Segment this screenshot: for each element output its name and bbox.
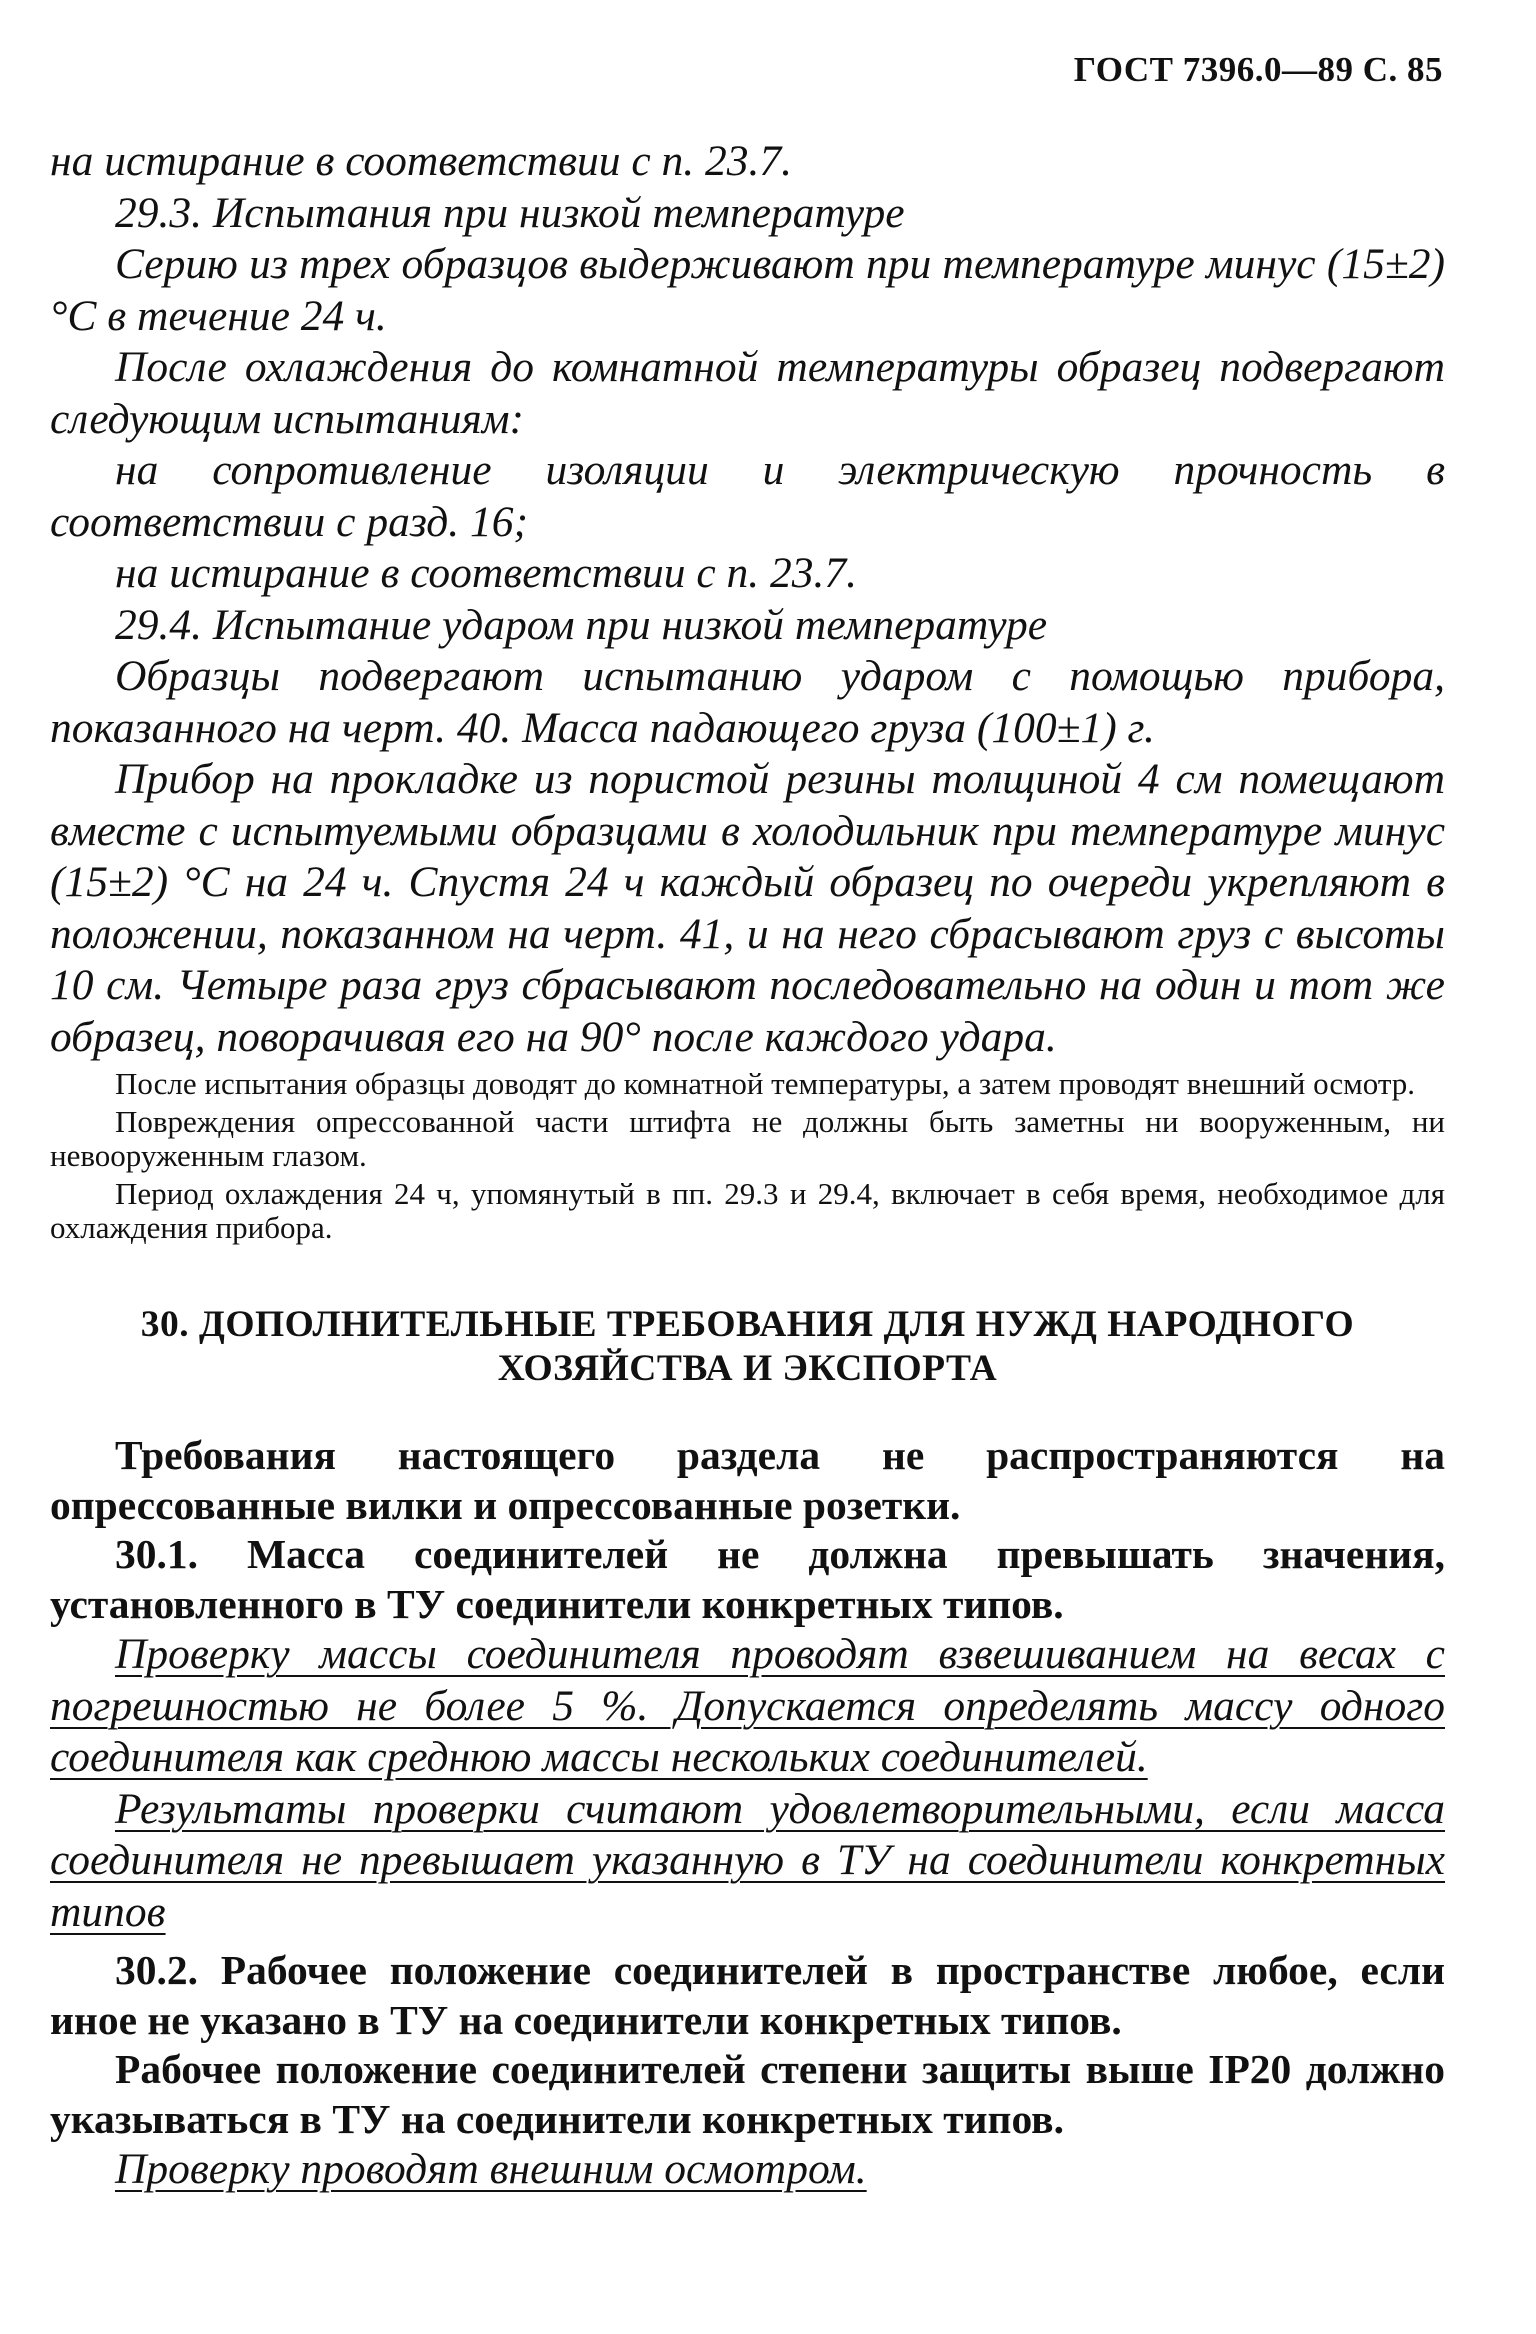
paragraph-ip20: Рабочее положение соединителей степени защиты выше IP20 должно указываться в ТУ на соединители конкретных типов.: [50, 2046, 1445, 2142]
paragraph-mass-result: Результаты проверки считают удовлетворительными, если масса соединителя не превышает указанную в ТУ на соединители конкретных типов: [50, 1784, 1445, 1936]
paragraph-after-cooling: После охлаждения до комнатной температуры образец подвергают следующим испытаниям:: [50, 343, 1445, 443]
paragraph-impact-procedure: Прибор на прокладке из пористой резины толщиной 4 см помещают вместе с испытуемыми образцами в холодильник при температуре минус (15±2) °С на 24 ч. Спустя 24 ч каждый образец по очереди укрепляют в положении, показанном на черт. 41, и на него сбрасывают груз с высоты 10 см. Четыре раза груз сбрасывают последовательно на один и тот же образец, поворачивая его на 90° после каждого удара.: [50, 755, 1445, 1061]
paragraph-damage: Повреждения опрессованной части штифта не должны быть заметны ни вооруженным, ни невооруженным глазом.: [50, 1104, 1445, 1173]
paragraph-abrasion-ref-1: на истирание в соответствии с п. 23.7.: [50, 137, 793, 185]
section-30-heading-line2: ХОЗЯЙСТВА И ЭКСПОРТА: [497, 1348, 998, 1389]
paragraph-insulation-test: на сопротивление изоляции и электрическую прочность в соответствии с разд. 16;: [50, 446, 1445, 546]
clause-29-3-title: 29.3. Испытания при низкой температуре: [115, 188, 905, 237]
section-30-heading-line1: 30. ДОПОЛНИТЕЛЬНЫЕ ТРЕБОВАНИЯ ДЛЯ НУЖД НАРОДНОГО: [140, 1304, 1355, 1345]
paragraph-abrasion-ref-2: на истирание в соответствии с п. 23.7.: [115, 549, 858, 597]
paragraph-cooling-period: Период охлаждения 24 ч, упомянутый в пп. 29.3 и 29.4, включает в себя время, необходимое для охлаждения прибора.: [50, 1176, 1445, 1245]
paragraph-series-test: Серию из трех образцов выдерживают при температуре минус (15±2) °С в течение 24 ч.: [50, 240, 1445, 340]
paragraph-impact-device: Образцы подвергают испытанию ударом с помощью прибора, показанного на черт. 40. Масса падающего груза (100±1) г.: [50, 652, 1445, 752]
section-30-intro: Требования настоящего раздела не распространяются на опрессованные вилки и опрессованные розетки.: [50, 1432, 1445, 1528]
paragraph-mass-check: Проверку массы соединителя проводят взвешиванием на весах с погрешностью не более 5 %. Допускается определять массу одного соединителя как среднюю массы нескольких соединителей.: [50, 1630, 1445, 1781]
page-header: ГОСТ 7396.0—89 С. 85: [1073, 50, 1443, 89]
clause-29-4-title: 29.4. Испытание ударом при низкой температуре: [115, 600, 1048, 649]
clause-30-2: 30.2. Рабочее положение соединителей в пространстве любое, если иное не указано в ТУ на соединители конкретных типов.: [50, 1947, 1445, 2043]
paragraph-visual-check: Проверку проводят внешним осмотром.: [115, 2145, 867, 2193]
paragraph-after-test: После испытания образцы доводят до комнатной температуры, а затем проводят внешний осмотр.: [115, 1066, 1416, 1101]
section-30-heading: [50, 1303, 1445, 1391]
clause-30-1: 30.1. Масса соединителей не должна превышать значения, установленного в ТУ соединители конкретных типов.: [50, 1531, 1445, 1627]
document-body: [50, 136, 1445, 2196]
